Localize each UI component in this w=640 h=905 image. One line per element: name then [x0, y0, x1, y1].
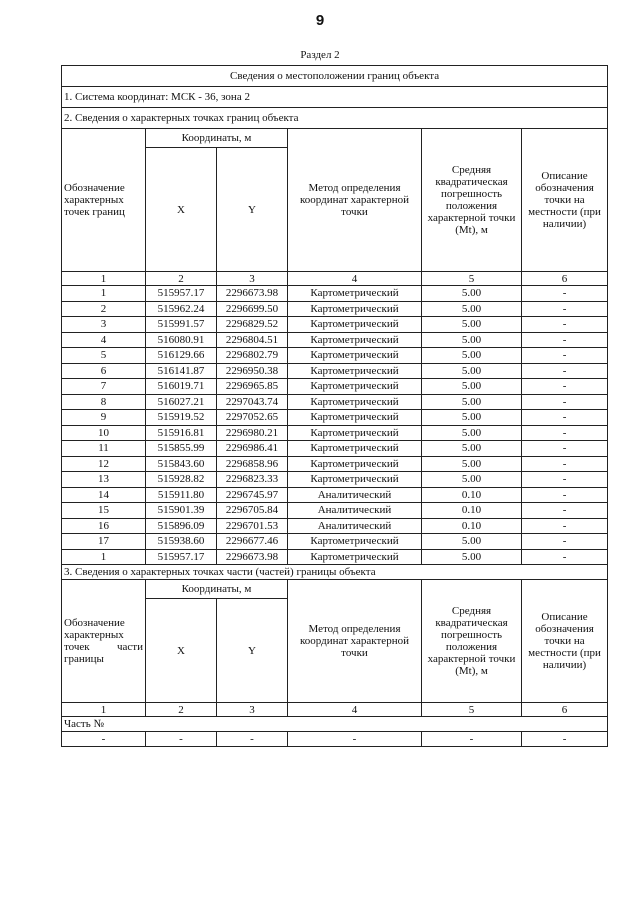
method: Картометрический: [288, 363, 422, 379]
boundary-table: [61, 65, 608, 747]
description: -: [522, 549, 608, 565]
point-number: 6: [62, 363, 146, 379]
header-y: Y: [217, 148, 288, 272]
method: Картометрический: [288, 410, 422, 426]
header-coords: Координаты, м: [146, 129, 288, 148]
header-description: Описание обозначения точки на местности (при наличии): [522, 129, 608, 272]
table-row: [62, 472, 608, 488]
header-error: Средняя квадратическая погрешность положения характерной точки (Mt), м: [422, 129, 522, 272]
table-title: Сведения о местоположении границ объекта: [62, 66, 608, 87]
coord-x: 516019.71: [146, 379, 217, 395]
error-mt: 5.00: [422, 472, 522, 488]
coord-y: 2296804.51: [217, 332, 288, 348]
point-number: 5: [62, 348, 146, 364]
method: Картометрический: [288, 534, 422, 550]
table-row: [62, 286, 608, 302]
table-row: [62, 410, 608, 426]
coord-y: 2296705.84: [217, 503, 288, 519]
coord-y: 2296950.38: [217, 363, 288, 379]
error-mt: 5.00: [422, 456, 522, 472]
method: Картометрический: [288, 286, 422, 302]
error-mt: 5.00: [422, 317, 522, 333]
description: -: [522, 472, 608, 488]
point-number: 12: [62, 456, 146, 472]
coord-y: 2296745.97: [217, 487, 288, 503]
header-coords-part: Координаты, м: [146, 580, 288, 599]
table-row: [62, 503, 608, 519]
point-number: 10: [62, 425, 146, 441]
method: Картометрический: [288, 348, 422, 364]
header-x: X: [146, 148, 217, 272]
description: -: [522, 379, 608, 395]
coord-x: 515962.24: [146, 301, 217, 317]
header-x-part: X: [146, 599, 217, 703]
table-row: [62, 534, 608, 550]
col-number: 5: [422, 703, 522, 717]
col-number: 3: [217, 703, 288, 717]
coord-x: 515957.17: [146, 549, 217, 565]
coord-y: 2296965.85: [217, 379, 288, 395]
col-number: 6: [522, 272, 608, 286]
method: Аналитический: [288, 503, 422, 519]
part-cell: -: [62, 732, 146, 747]
method: Картометрический: [288, 441, 422, 457]
coord-y: 2296980.21: [217, 425, 288, 441]
header-method-part: Метод определения координат характерной точки: [288, 580, 422, 703]
part-label: Часть №: [62, 717, 608, 732]
col-number: 6: [522, 703, 608, 717]
col-number: 2: [146, 703, 217, 717]
table-row: [62, 456, 608, 472]
description: -: [522, 410, 608, 426]
point-number: 11: [62, 441, 146, 457]
coord-y: 2296858.96: [217, 456, 288, 472]
description: -: [522, 332, 608, 348]
method: Картометрический: [288, 332, 422, 348]
coord-y: 2296829.52: [217, 317, 288, 333]
coord-x: 515928.82: [146, 472, 217, 488]
section3-title: 3. Сведения о характерных точках части (частей) границы объекта: [62, 565, 608, 580]
coord-y: 2296701.53: [217, 518, 288, 534]
point-number: 9: [62, 410, 146, 426]
part-cell: -: [288, 732, 422, 747]
point-number: 14: [62, 487, 146, 503]
method: Картометрический: [288, 394, 422, 410]
point-number: 13: [62, 472, 146, 488]
point-number: 3: [62, 317, 146, 333]
point-number: 1: [62, 286, 146, 302]
error-mt: 5.00: [422, 534, 522, 550]
error-mt: 5.00: [422, 348, 522, 364]
point-number: 2: [62, 301, 146, 317]
coord-x: 515919.52: [146, 410, 217, 426]
error-mt: 5.00: [422, 286, 522, 302]
table-row: [62, 441, 608, 457]
coord-x: 516027.21: [146, 394, 217, 410]
description: -: [522, 286, 608, 302]
error-mt: 5.00: [422, 410, 522, 426]
coord-y: 2297043.74: [217, 394, 288, 410]
coord-x: 515938.60: [146, 534, 217, 550]
description: -: [522, 301, 608, 317]
coord-x: 516129.66: [146, 348, 217, 364]
description: -: [522, 503, 608, 519]
col-number: 1: [62, 703, 146, 717]
table-row: [62, 549, 608, 565]
point-number: 4: [62, 332, 146, 348]
coord-x: 516141.87: [146, 363, 217, 379]
table-row: [62, 425, 608, 441]
coord-y: 2297052.65: [217, 410, 288, 426]
coord-x: 515901.39: [146, 503, 217, 519]
coord-x: 515843.60: [146, 456, 217, 472]
col-number: 3: [217, 272, 288, 286]
description: -: [522, 317, 608, 333]
description: -: [522, 456, 608, 472]
header-description-part: Описание обозначения точки на местности (при наличии): [522, 580, 608, 703]
description: -: [522, 441, 608, 457]
method: Аналитический: [288, 518, 422, 534]
header-designation-part: Обозначение характерных точек части границы: [62, 580, 146, 703]
method: Картометрический: [288, 379, 422, 395]
col-number: 4: [288, 272, 422, 286]
point-number: 17: [62, 534, 146, 550]
description: -: [522, 518, 608, 534]
error-mt: 5.00: [422, 394, 522, 410]
point-number: 7: [62, 379, 146, 395]
part-cell: -: [217, 732, 288, 747]
method: Аналитический: [288, 487, 422, 503]
table-row: [62, 518, 608, 534]
coord-y: 2296677.46: [217, 534, 288, 550]
error-mt: 5.00: [422, 549, 522, 565]
error-mt: 0.10: [422, 503, 522, 519]
error-mt: 0.10: [422, 487, 522, 503]
coord-x: 515991.57: [146, 317, 217, 333]
coord-system: 1. Система координат: МСК - 36, зона 2: [62, 87, 608, 108]
coord-y: 2296802.79: [217, 348, 288, 364]
method: Картометрический: [288, 317, 422, 333]
description: -: [522, 348, 608, 364]
table-row: [62, 348, 608, 364]
method: Картометрический: [288, 549, 422, 565]
table-row: [62, 317, 608, 333]
description: -: [522, 487, 608, 503]
method: Картометрический: [288, 472, 422, 488]
table-row: [62, 487, 608, 503]
header-error-part: Средняя квадратическая погрешность положения характерной точки (Mt), м: [422, 580, 522, 703]
table-row: [62, 394, 608, 410]
coord-y: 2296986.41: [217, 441, 288, 457]
error-mt: 5.00: [422, 363, 522, 379]
table-row: [62, 363, 608, 379]
coord-x: 515957.17: [146, 286, 217, 302]
coord-y: 2296673.98: [217, 286, 288, 302]
point-number: 15: [62, 503, 146, 519]
error-mt: 5.00: [422, 441, 522, 457]
point-number: 16: [62, 518, 146, 534]
coord-y: 2296673.98: [217, 549, 288, 565]
coord-x: 515916.81: [146, 425, 217, 441]
col-number: 1: [62, 272, 146, 286]
part-cell: -: [522, 732, 608, 747]
error-mt: 5.00: [422, 379, 522, 395]
coord-x: 515896.09: [146, 518, 217, 534]
col-number: 5: [422, 272, 522, 286]
method: Картометрический: [288, 456, 422, 472]
point-number: 1: [62, 549, 146, 565]
col-number: 2: [146, 272, 217, 286]
table-row: [62, 332, 608, 348]
coord-x: 515855.99: [146, 441, 217, 457]
description: -: [522, 394, 608, 410]
error-mt: 5.00: [422, 301, 522, 317]
coord-y: 2296823.33: [217, 472, 288, 488]
method: Картометрический: [288, 301, 422, 317]
error-mt: 5.00: [422, 332, 522, 348]
table-row: [62, 301, 608, 317]
section-title: Раздел 2: [300, 49, 340, 61]
method: Картометрический: [288, 425, 422, 441]
description: -: [522, 425, 608, 441]
header-designation: Обозначение характерных точек границ: [62, 129, 146, 272]
header-y-part: Y: [217, 599, 288, 703]
table-row: [62, 379, 608, 395]
coord-x: 515911.80: [146, 487, 217, 503]
part-cell: -: [422, 732, 522, 747]
header-method: Метод определения координат характерной точки: [288, 129, 422, 272]
description: -: [522, 363, 608, 379]
coord-y: 2296699.50: [217, 301, 288, 317]
error-mt: 5.00: [422, 425, 522, 441]
description: -: [522, 534, 608, 550]
coord-x: 516080.91: [146, 332, 217, 348]
col-number: 4: [288, 703, 422, 717]
part-cell: -: [146, 732, 217, 747]
point-number: 8: [62, 394, 146, 410]
error-mt: 0.10: [422, 518, 522, 534]
section2-title: 2. Сведения о характерных точках границ объекта: [62, 108, 608, 129]
page-number: 9: [315, 12, 325, 29]
